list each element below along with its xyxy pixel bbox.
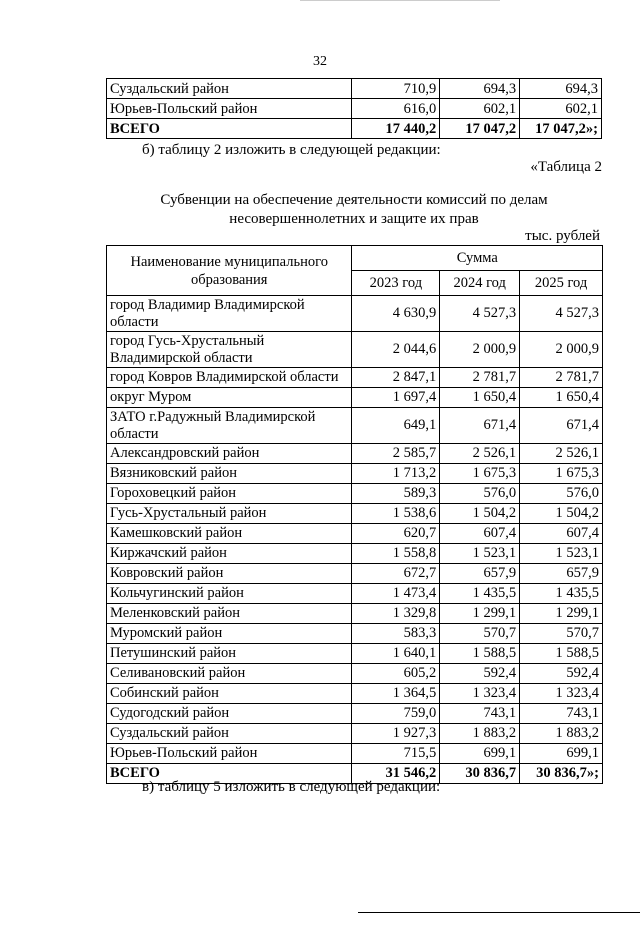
value-2023-cell: 2 044,6 <box>352 332 440 368</box>
value-2024-cell: 570,7 <box>440 624 520 644</box>
subventions-table <box>106 245 603 784</box>
table-row <box>107 544 603 564</box>
municipality-cell: Киржачский район <box>107 544 352 564</box>
value-2023-cell: 1 473,4 <box>352 584 440 604</box>
value-2025-cell: 2 000,9 <box>520 332 603 368</box>
table-row <box>107 624 603 644</box>
value-2024-cell: 657,9 <box>440 564 520 584</box>
value-2025-cell: 1 883,2 <box>520 724 603 744</box>
municipality-cell: Суздальский район <box>107 79 352 99</box>
municipality-cell: ВСЕГО <box>107 119 352 139</box>
value-2025-cell: 694,3 <box>520 79 602 99</box>
table-row <box>107 664 603 684</box>
value-2023-cell: 4 630,9 <box>352 296 440 332</box>
value-2025-cell: 576,0 <box>520 484 603 504</box>
municipality-cell: город Ковров Владимирской области <box>107 368 352 388</box>
table-row <box>107 564 603 584</box>
value-2023-cell: 605,2 <box>352 664 440 684</box>
scan-edge-line <box>300 0 500 1</box>
table-title-line-1: Субвенции на обеспечение деятельности комиссий по делам <box>160 192 548 208</box>
table-row <box>107 524 603 544</box>
instruction-b: б) таблицу 2 изложить в следующей редакции: <box>142 142 441 158</box>
table-row <box>107 464 603 484</box>
value-2023-cell: 1 927,3 <box>352 724 440 744</box>
municipality-cell: Селивановский район <box>107 664 352 684</box>
municipality-cell: Судогодский район <box>107 704 352 724</box>
municipality-cell: Александровский район <box>107 444 352 464</box>
page-number: 32 <box>313 54 327 69</box>
value-2025-cell: 4 527,3 <box>520 296 603 332</box>
value-2023-cell: 17 440,2 <box>352 119 440 139</box>
value-2023-cell: 2 585,7 <box>352 444 440 464</box>
value-2023-cell: 2 847,1 <box>352 368 440 388</box>
value-2025-cell: 1 675,3 <box>520 464 603 484</box>
value-2023-cell: 672,7 <box>352 564 440 584</box>
value-2025-cell: 30 836,7»; <box>520 764 603 784</box>
value-2024-cell: 4 527,3 <box>440 296 520 332</box>
table-row <box>107 604 603 624</box>
value-2024-cell: 1 588,5 <box>440 644 520 664</box>
value-2025-cell: 1 323,4 <box>520 684 603 704</box>
value-2023-cell: 31 546,2 <box>352 764 440 784</box>
municipality-cell: ВСЕГО <box>107 764 352 784</box>
municipality-cell: ЗАТО г.Радужный Владимирской области <box>107 408 352 444</box>
table-row <box>107 388 603 408</box>
value-2025-cell: 2 526,1 <box>520 444 603 464</box>
value-2025-cell: 671,4 <box>520 408 603 444</box>
value-2024-cell: 1 675,3 <box>440 464 520 484</box>
table-row <box>107 504 603 524</box>
municipality-cell: Муромский район <box>107 624 352 644</box>
value-2023-cell: 1 364,5 <box>352 684 440 704</box>
municipality-cell: Гусь-Хрустальный район <box>107 504 352 524</box>
table-row <box>107 724 603 744</box>
value-2023-cell: 1 558,8 <box>352 544 440 564</box>
value-2024-cell: 1 323,4 <box>440 684 520 704</box>
municipality-cell: город Владимир Владимирской области <box>107 296 352 332</box>
table-row <box>107 584 603 604</box>
value-2023-cell: 589,3 <box>352 484 440 504</box>
value-2024-cell: 2 781,7 <box>440 368 520 388</box>
table-row <box>107 644 603 664</box>
table-row <box>107 744 603 764</box>
value-2025-cell: 602,1 <box>520 99 602 119</box>
value-2024-cell: 743,1 <box>440 704 520 724</box>
value-2024-cell: 602,1 <box>440 99 520 119</box>
municipality-cell: Вязниковский район <box>107 464 352 484</box>
value-2025-cell: 699,1 <box>520 744 603 764</box>
value-2025-cell: 1 650,4 <box>520 388 603 408</box>
header-sum: Сумма <box>352 246 603 271</box>
header-year-2025: 2025 год <box>520 271 603 296</box>
value-2023-cell: 759,0 <box>352 704 440 724</box>
municipality-cell: Суздальский район <box>107 724 352 744</box>
municipality-cell: город Гусь-Хрустальный Владимирской области <box>107 332 352 368</box>
table-row <box>107 704 603 724</box>
value-2023-cell: 616,0 <box>352 99 440 119</box>
value-2025-cell: 743,1 <box>520 704 603 724</box>
municipality-cell: Гороховецкий район <box>107 484 352 504</box>
value-2023-cell: 1 640,1 <box>352 644 440 664</box>
instruction-v: в) таблицу 5 изложить в следующей редакции: <box>142 779 441 795</box>
table-label: «Таблица 2 <box>530 159 602 175</box>
value-2023-cell: 1 329,8 <box>352 604 440 624</box>
value-2024-cell: 30 836,7 <box>440 764 520 784</box>
value-2025-cell: 2 781,7 <box>520 368 603 388</box>
value-2023-cell: 715,5 <box>352 744 440 764</box>
units-label: тыс. рублей <box>525 228 600 244</box>
value-2024-cell: 2 526,1 <box>440 444 520 464</box>
value-2024-cell: 592,4 <box>440 664 520 684</box>
table-row <box>107 368 603 388</box>
value-2025-cell: 1 299,1 <box>520 604 603 624</box>
value-2024-cell: 1 504,2 <box>440 504 520 524</box>
table-row <box>107 332 603 368</box>
table-row <box>107 684 603 704</box>
value-2025-cell: 570,7 <box>520 624 603 644</box>
previous-table-tail <box>106 78 602 139</box>
value-2023-cell: 710,9 <box>352 79 440 99</box>
table-title-line-2: несовершеннолетних и защите их прав <box>229 211 479 227</box>
table-row <box>107 408 603 444</box>
header-year-2024: 2024 год <box>440 271 520 296</box>
value-2024-cell: 1 299,1 <box>440 604 520 624</box>
value-2025-cell: 657,9 <box>520 564 603 584</box>
table-row <box>107 79 602 99</box>
table-row <box>107 444 603 464</box>
table-row <box>107 296 603 332</box>
table-row <box>107 484 603 504</box>
value-2024-cell: 576,0 <box>440 484 520 504</box>
value-2024-cell: 694,3 <box>440 79 520 99</box>
value-2023-cell: 1 538,6 <box>352 504 440 524</box>
municipality-cell: Юрьев-Польский район <box>107 99 352 119</box>
value-2024-cell: 1 883,2 <box>440 724 520 744</box>
signature-line <box>358 912 640 913</box>
value-2024-cell: 1 435,5 <box>440 584 520 604</box>
value-2025-cell: 1 588,5 <box>520 644 603 664</box>
value-2025-cell: 17 047,2»; <box>520 119 602 139</box>
value-2024-cell: 17 047,2 <box>440 119 520 139</box>
value-2024-cell: 1 523,1 <box>440 544 520 564</box>
value-2025-cell: 607,4 <box>520 524 603 544</box>
value-2023-cell: 649,1 <box>352 408 440 444</box>
municipality-cell: Камешковский район <box>107 524 352 544</box>
value-2024-cell: 2 000,9 <box>440 332 520 368</box>
municipality-cell: Меленковский район <box>107 604 352 624</box>
municipality-cell: Кольчугинский район <box>107 584 352 604</box>
municipality-cell: округ Муром <box>107 388 352 408</box>
value-2025-cell: 1 523,1 <box>520 544 603 564</box>
value-2024-cell: 607,4 <box>440 524 520 544</box>
municipality-cell: Юрьев-Польский район <box>107 744 352 764</box>
municipality-cell: Петушинский район <box>107 644 352 664</box>
header-row <box>107 246 603 271</box>
value-2023-cell: 1 697,4 <box>352 388 440 408</box>
table-row <box>107 99 602 119</box>
value-2024-cell: 699,1 <box>440 744 520 764</box>
value-2024-cell: 671,4 <box>440 408 520 444</box>
header-year-2023: 2023 год <box>352 271 440 296</box>
value-2025-cell: 592,4 <box>520 664 603 684</box>
table-title <box>106 191 602 229</box>
municipality-cell: Ковровский район <box>107 564 352 584</box>
total-row <box>107 119 602 139</box>
value-2024-cell: 1 650,4 <box>440 388 520 408</box>
value-2023-cell: 1 713,2 <box>352 464 440 484</box>
value-2025-cell: 1 504,2 <box>520 504 603 524</box>
value-2025-cell: 1 435,5 <box>520 584 603 604</box>
value-2023-cell: 583,3 <box>352 624 440 644</box>
header-municipality: Наименование муниципального образования <box>107 246 352 296</box>
value-2023-cell: 620,7 <box>352 524 440 544</box>
municipality-cell: Собинский район <box>107 684 352 704</box>
